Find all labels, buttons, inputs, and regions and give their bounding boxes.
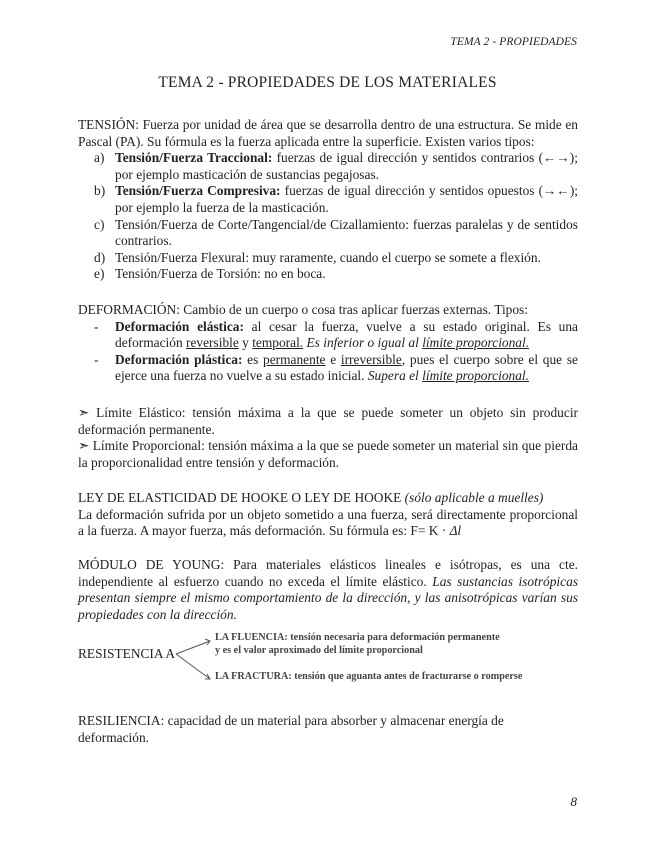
list-item xyxy=(78,266,578,283)
list-item xyxy=(78,150,578,183)
item-text: fuerzas de igual dirección y sentidos contrarios (←→); por ejemplo masticación de sustancias pegajosas. xyxy=(115,150,578,182)
limite-proporcional-text: Límite Proporcional: tensión máxima a la que se puede someter un material sin que pierda la proporcionalidad entre tensión y deformación. xyxy=(78,438,578,470)
tension-list xyxy=(78,150,578,283)
page-title: TEMA 2 - PROPIEDADES DE LOS MATERIALES xyxy=(158,74,497,91)
page-number: 8 xyxy=(570,794,577,809)
item-bold: Tensión/Fuerza Traccional: xyxy=(115,150,273,166)
resistencia-fluencia: LA FLUENCIA: tensión necesaria para deformación permanente y es el valor aproximado del límite proporcional xyxy=(215,632,500,656)
list-item xyxy=(78,250,578,267)
resistencia-fractura: LA FRACTURA: tensión que aguanta antes de fracturarse o romperse xyxy=(215,671,523,682)
hooke-heading xyxy=(78,490,578,507)
item-text: fuerzas de igual dirección y sentidos opuestos (→←); por ejemplo la fuerza de la masticación. xyxy=(115,183,579,215)
limites-section xyxy=(78,405,578,471)
list-marker: - xyxy=(94,318,99,334)
list-item-elastica xyxy=(78,319,578,352)
limite-elastico xyxy=(78,405,578,438)
list-item xyxy=(78,217,578,250)
item-text: Tensión/Fuerza de Torsión: no en boca. xyxy=(115,266,326,282)
item-text: e xyxy=(325,351,341,367)
resistencia-diagram xyxy=(78,632,578,692)
hooke-body xyxy=(78,507,578,540)
hooke-body-text: La deformación sufrida por un objeto sometido a una fuerza, será directamente proporcional a la fuerza. A mayor fuerza, más deformación. Su fórmula es: F= K · xyxy=(78,506,578,539)
arrow-bullet-icon: ➣ xyxy=(78,438,90,454)
hooke-formula: Δl xyxy=(449,523,462,539)
tension-intro: TENSIÓN: Fuerza por unidad de área que se desarrolla dentro de una estructura. Se mide en Pascal (PA). Su fórmula es la fuerza aplicada entre la superficie. Existen varios tipos: xyxy=(78,117,578,149)
list-marker: a) xyxy=(94,150,105,166)
italic-note: Es inferior o igual al xyxy=(303,335,423,351)
item-bold: Deformación elástica: xyxy=(115,318,244,334)
resistencia-label: RESISTENCIA A xyxy=(78,646,176,661)
list-marker: d) xyxy=(94,249,106,265)
deformacion-list xyxy=(78,319,578,385)
italic-underlined-term: límite proporcional. xyxy=(422,368,529,384)
young-italic: Las sustancias isotrópicas presentan siempre el mismo comportamiento de la dirección, y las anisotrópicas varían sus propiedades con la dirección. xyxy=(78,573,578,622)
resiliencia-section: RESILIENCIA: capacidad de un material para absorber y almacenar energía de deformación. xyxy=(78,713,504,745)
list-item-plastica xyxy=(78,352,578,385)
item-text: Tensión/Fuerza Flexural: muy raramente, cuando el cuerpo se somete a flexión. xyxy=(115,249,541,265)
list-marker: - xyxy=(94,351,99,367)
running-header: TEMA 2 - PROPIEDADES xyxy=(450,36,577,48)
list-marker: c) xyxy=(94,216,105,232)
italic-note: Supera el xyxy=(367,368,423,384)
item-text: al cesar la fuerza, vuelve a su estado original. Es una deformación xyxy=(115,318,578,351)
underlined-term: reversible xyxy=(186,335,239,351)
item-text: , pues el cuerpo sobre el que se ejerce una fuerza no vuelve a su estado inicial. xyxy=(115,351,578,384)
tension-section xyxy=(78,117,578,283)
italic-underlined-term: límite proporcional. xyxy=(422,335,530,351)
underlined-term: temporal. xyxy=(252,335,304,351)
list-item xyxy=(78,183,578,216)
hooke-section xyxy=(78,490,578,540)
list-marker: b) xyxy=(94,183,106,199)
underlined-term: irreversible xyxy=(340,351,402,367)
hooke-heading-note: (sólo aplicable a muelles) xyxy=(404,490,544,505)
item-text: y xyxy=(238,335,253,351)
limite-proporcional xyxy=(78,438,578,471)
item-bold: Deformación plástica: xyxy=(115,351,243,367)
branch-arrows-icon xyxy=(174,636,214,686)
limite-elastico-text: Límite Elástico: tensión máxima a la que se puede someter un objeto sin producir deformación permanente. xyxy=(78,405,578,437)
deformacion-section xyxy=(78,302,578,385)
young-section xyxy=(78,557,578,623)
item-text: es xyxy=(242,351,264,367)
underlined-term: permanente xyxy=(263,351,326,367)
arrow-bullet-icon: ➣ xyxy=(78,405,90,420)
item-text: Tensión/Fuerza de Corte/Tangencial/de Cizallamiento: fuerzas paralelas y de sentidos contrarios. xyxy=(115,216,578,249)
item-bold: Tensión/Fuerza Compresiva: xyxy=(115,183,281,199)
list-marker: e) xyxy=(94,266,105,282)
deformacion-intro: DEFORMACIÓN: Cambio de un cuerpo o cosa tras aplicar fuerzas externas. Tipos: xyxy=(78,302,528,317)
hooke-heading-text: LEY DE ELASTICIDAD DE HOOKE O LEY DE HOOKE xyxy=(78,490,402,505)
young-text: MÓDULO DE YOUNG: Para materiales elásticos lineales e isótropas, es una cte. independiente al esfuerzo cuando no exceda el límite elástico. xyxy=(78,557,578,589)
